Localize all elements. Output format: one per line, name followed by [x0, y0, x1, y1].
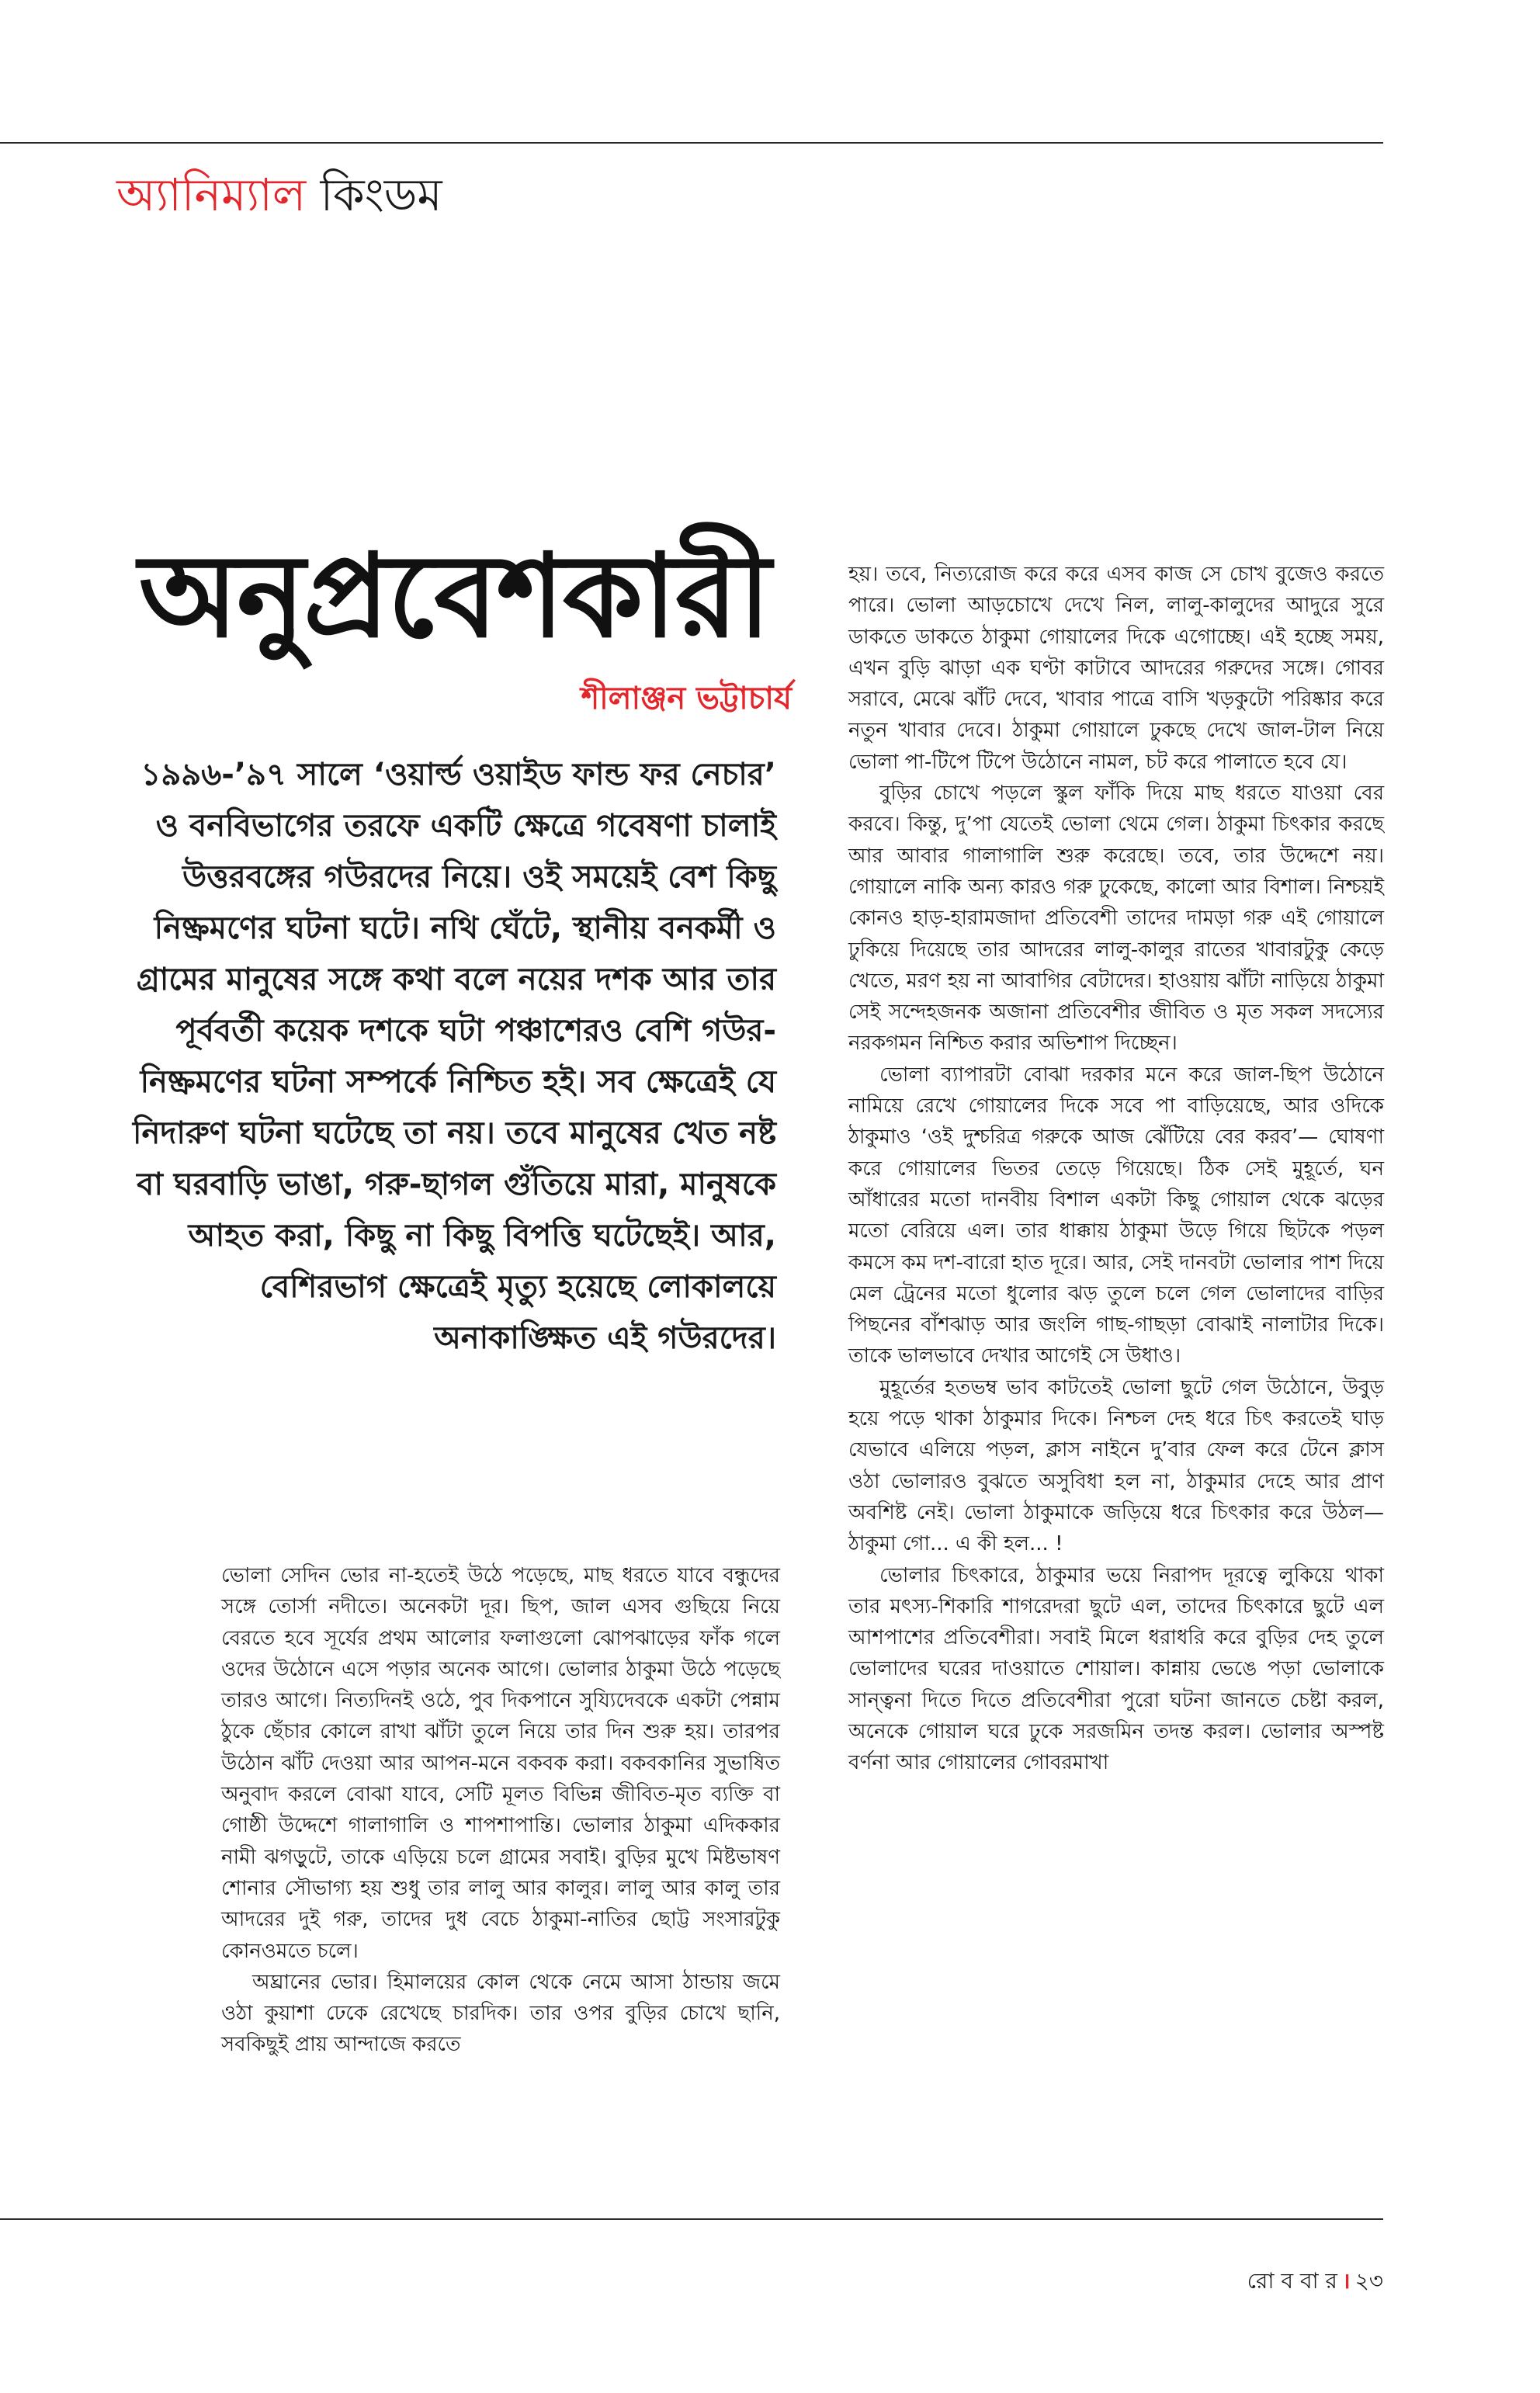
paragraph: মুহূর্তের হতভম্ব ভাব কাটতেই ভোলা ছুটে গেল উঠোনে, উবুড় হয়ে পড়ে থাকা ঠাকুমার দিকে। নিশ্চল দেহ ধরে চিৎ করতেই ঘাড় যেভাবে এলিয়ে পড়ল, ক্লাস নাইনে দু’বার ফেল করে টেনে ক্লাস ওঠা ভোলারও বুঝতে অসুবিধা হল না, ঠাকুমার দেহে আর প্রাণ অবশিষ্ট নেই। ভোলা ঠাকুমাকে জড়িয়ে ধরে চিৎকার করে উঠল— ঠাকুমা গো... এ কী হল... !: [848, 1375, 1384, 1556]
author-byline: শীলাঞ্জন ভট্টাচার্য: [581, 681, 792, 716]
footer-separator: ।: [1341, 2268, 1351, 2294]
paragraph: ভোলার চিৎকারে, ঠাকুমার ভয়ে নিরাপদ দূরত্বে লুকিয়ে থাকা তার মৎস্য-শিকারি শাগরেদরা ছুটে এল, তাদের চিৎকারে ছুটে এল আশপাশের প্রতিবেশীরা। সবাই মিলে ধরাধরি করে বুড়ির দেহ তুলে ভোলাদের ঘরের দাওয়াতে শোয়াল। কান্নায় ভেঙে পড়া ভোলাকে সান্ত্বনা দিতে দিতে প্রতিবেশীরা পুরো ঘটনা জানতে চেষ্টা করল, অনেকে গোয়াল ঘরে ঢুকে সরজমিন তদন্ত করল। ভোলার অস্পষ্ট বর্ণনা আর গোয়ালের গোবরমাখা: [848, 1563, 1384, 1775]
paragraph: বুড়ির চোখে পড়লে স্কুল ফাঁকি দিয়ে মাছ ধরতে যাওয়া বের করবে। কিন্তু, দু’পা যেতেই ভোলা থেমে গেল। ঠাকুমা চিৎকার করছে আর আবার গালাগালি শুরু করেছে। তবে, তার উদ্দেশে নয়। গোয়ালে নাকি অন্য কারও গরু ঢুকেছে, কালো আর বিশাল। নিশ্চয়ই কোনও হাড়-হারামজাদা প্রতিবেশী তাদের দামড়া গরু এই গোয়ালে ঢুকিয়ে দিয়েছে তার আদরের লালু-কালুর রাতের খাবারটুকু কেড়ে খেতে, মরণ হয় না আবাগির বেটাদের। হাওয়ায় ঝাঁটা নাড়িয়ে ঠাকুমা সেই সন্দেহজনক অজানা প্রতিবেশীর জীবিত ও মৃত সকল সদস্যের নরকগমন নিশ্চিত করার অভিশাপ দিচ্ছেন।: [848, 782, 1384, 1056]
standfirst-text: ১৯৯৬-’৯৭ সালে ‘ওয়ার্ল্ড ওয়াইড ফান্ড ফর নেচার’ ও বনবিভাগের তরফে একটি ক্ষেত্রে গবেষণা চালাই উত্তরবঙ্গের গউরদের নিয়ে। ওই সময়েই বেশ কিছু নিষ্ক্রমণের ঘটনা ঘটে। নথি ঘেঁটে, স্থানীয় বনকর্মী ও গ্রামের মানুষের সঙ্গে কথা বলে নয়ের দশক আর তার পূর্ববর্তী কয়েক দশকে ঘটা পঞ্চাশেরও বেশি গউর-নিষ্ক্রমণের ঘটনা সম্পর্কে নিশ্চিত হই। সব ক্ষেত্রেই যে নিদারুণ ঘটনা ঘটেছে তা নয়। তবে মানুষের খেত নষ্ট বা ঘরবাড়ি ভাঙা, গরু-ছাগল গুঁতিয়ে মারা, মানুষকে আহত করা, কিছু না কিছু বিপত্তি ঘটেছেই। আর, বেশিরভাগ ক্ষেত্রেই মৃত্যু হয়েছে লোকালয়ে অনাকাঙ্ক্ষিত এই গউরদের।: [133, 757, 776, 1356]
magazine-name: রো ব বা র: [1247, 2268, 1337, 2294]
page-number: ২৩: [1354, 2268, 1383, 2294]
paragraph: হয়। তবে, নিত্যরোজ করে করে এসব কাজ সে চোখ বুজেও করতে পারে। ভোলা আড়চোখে দেখে নিল, লালু-কালুদের আদুরে সুরে ডাকতে ডাকতে ঠাকুমা গোয়ালের দিকে এগোচ্ছে। এই হচ্ছে সময়, এখন বুড়ি ঝাড়া এক ঘণ্টা কাটাবে আদরের গরুদের সঙ্গে। গোবর সরাবে, মেঝে ঝাঁট দেবে, খাবার পাত্রে বাসি খড়কুটো পরিষ্কার করে নতুন খাবার দেবে। ঠাকুমা গোয়ালে ঢুকছে দেখে জাল-টাল নিয়ে ভোলা পা-টিপে টিপে উঠোনে নামল, চট করে পালাতে হবে যে।: [848, 563, 1384, 774]
section-header: [116, 168, 442, 221]
standfirst: [116, 749, 776, 1364]
top-rule: [0, 142, 1383, 144]
section-name-part1: অ্যানিম্যাল: [116, 168, 307, 221]
paragraph: ভোলা সেদিন ভোর না-হতেই উঠে পড়েছে, মাছ ধরতে যাবে বন্ধুদের সঙ্গে তোর্সা নদীতে। অনেকটা দূর। ছিপ, জাল এসব গুছিয়ে নিয়ে বেরতে হবে সূর্যের প্রথম আলোর ফলাগুলো ঝোপঝাড়ের ফাঁক গলে ওদের উঠোনে এসে পড়ার অনেক আগে। ভোলার ঠাকুমা উঠে পড়েছে তারও আগে। নিত্যদিনই ওঠে, পুব দিকপানে সুয্যিদেবকে একটা পেন্নাম ঠুকে ছেঁচার কোলে রাখা ঝাঁটা তুলে নিয়ে তার দিন শুরু হয়। তারপর উঠোন ঝাঁট দেওয়া আর আপন-মনে বকবক করা। বকবকানির সুভাষিত অনুবাদ করলে বোঝা যাবে, সেটি মূলত বিভিন্ন জীবিত-মৃত ব্যক্তি বা গোষ্ঠী উদ্দেশে গালাগালি ও শাপশাপান্তি। ভোলার ঠাকুমা এদিককার নামী ঝগড়ুটে, তাকে এড়িয়ে চলে গ্রামের সবাই। বুড়ির মুখে মিষ্টভাষণ শোনার সৌভাগ্য হয় শুধু তার লালু আর কালুর। লালু আর কালু তার আদরের দুই গরু, তাদের দুধ বেচে ঠাকুমা-নাতির ছোট্ট সংসারটুকু কোনওমতে চলে।: [221, 1564, 780, 1963]
bottom-rule: [0, 2218, 1383, 2220]
section-name-part2: কিংডম: [320, 168, 442, 221]
body-column-right: [848, 559, 1384, 1779]
body-column-left: [221, 1560, 780, 2061]
page-footer: [1247, 2264, 1383, 2301]
article-title: অনুপ্রবেশকারী: [138, 528, 770, 663]
paragraph: অঘ্রানের ভোর। হিমালয়ের কোল থেকে নেমে আসা ঠান্ডায় জমে ওঠা কুয়াশা ঢেকে রেখেছে চারদিক। তার ওপর বুড়ির চোখে ছানি, সবকিছুই প্রায় আন্দাজে করতে: [221, 1970, 780, 2057]
paragraph: ভোলা ব্যাপারটা বোঝা দরকার মনে করে জাল-ছিপ উঠোনে নামিয়ে রেখে গোয়ালের দিকে সবে পা বাড়িয়েছে, আর ওদিকে ঠাকুমাও ‘ওই দুশ্চরিত্র গরুকে আজ ঝেঁটিয়ে বের করব’— ঘোষণা করে গোয়ালের ভিতর তেড়ে গিয়েছে। ঠিক সেই মুহূর্তে, ঘন আঁধারের মতো দানবীয় বিশাল একটা কিছু গোয়াল থেকে ঝড়ের মতো বেরিয়ে এল। তার ধাক্কায় ঠাকুমা উড়ে গিয়ে ছিটকে পড়ল কমসে কম দশ-বারো হাত দূরে। আর, সেই দানবটা ভোলার পাশ দিয়ে মেল ট্রেনের মতো ধুলোর ঝড় তুলে চলে গেল ভোলাদের বাড়ির পিছনের বাঁশঝাড় আর জংলি গাছ-গাছড়া বোঝাই নালাটার দিকে। তাকে ভালভাবে দেখার আগেই সে উধাও।: [848, 1063, 1384, 1368]
